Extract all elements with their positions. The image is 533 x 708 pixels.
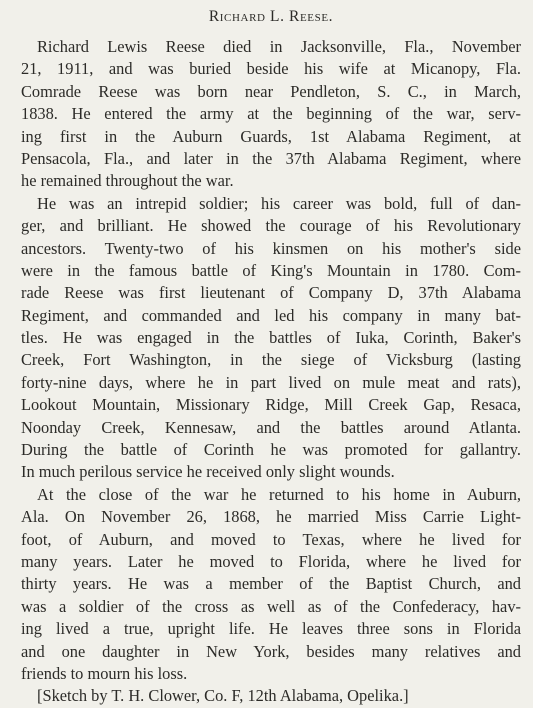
text-line: In much perilous service he received only slight wounds. <box>21 462 395 482</box>
text-line: was a soldier of the cross as well as of the Confederacy, hav- <box>21 596 521 616</box>
text-line: he remained throughout the war. <box>21 171 234 191</box>
text-line: At the close of the war he returned to his home in Auburn, <box>37 484 521 504</box>
text-line: 21, 1911, and was buried beside his wife at Micanopy, Fla. <box>21 59 521 79</box>
text-line: Richard Lewis Reese died in Jacksonville, Fla., November <box>37 37 521 56</box>
text-line: Pensacola, Fla., and later in the 37th Alabama Regiment, where <box>21 148 521 168</box>
paragraph <box>21 685 521 707</box>
article-title: Richard L. Reese. <box>208 8 334 25</box>
text-line: forty-nine days, where he in part lived on mule meat and rats), <box>21 372 521 392</box>
paragraph <box>21 36 521 193</box>
text-line: ing first in the Auburn Guards, 1st Alabama Regiment, at <box>21 126 521 146</box>
text-line: Ala. On November 26, 1868, he married Miss Carrie Light- <box>21 507 521 527</box>
text-line: were in the famous battle of King's Mountain in 1780. Com- <box>21 260 521 280</box>
text-line: rade Reese was first lieutenant of Company D, 37th Alabama <box>21 283 521 303</box>
text-line: ing lived a true, upright life. He leaves three sons in Florida <box>21 619 521 639</box>
text-line: Regiment, and commanded and led his company in many bat- <box>21 305 521 325</box>
text-line: Lookout Mountain, Missionary Ridge, Mill Creek Gap, Resaca, <box>21 395 521 415</box>
text-line: ancestors. Twenty-two of his kinsmen on his mother's side <box>21 238 521 258</box>
text-line: 1838. He entered the army at the beginning of the war, serv- <box>21 104 521 124</box>
text-line: tles. He was engaged in the battles of Iuka, Corinth, Baker's <box>21 328 521 348</box>
text-line: thirty years. He was a member of the Baptist Church, and <box>21 574 521 594</box>
article-body <box>21 36 521 708</box>
text-line: many years. Later he moved to Florida, where he lived for <box>21 551 521 571</box>
paragraph <box>21 484 521 686</box>
text-line: friends to mourn his loss. <box>21 663 188 683</box>
text-line: Noonday Creek, Kennesaw, and the battles around Atlanta. <box>21 417 521 437</box>
text-line: [Sketch by T. H. Clower, Co. F, 12th Alabama, Opelika.] <box>37 686 409 706</box>
paragraph <box>21 193 521 484</box>
text-line: He was an intrepid soldier; his career was bold, full of dan- <box>37 193 521 213</box>
text-line: foot, of Auburn, and moved to Texas, where he lived for <box>21 529 521 549</box>
text-line: Comrade Reese was born near Pendleton, S. C., in March, <box>21 81 521 101</box>
text-line: During the battle of Corinth he was promoted for gallantry. <box>21 440 521 460</box>
text-line: ger, and brilliant. He showed the courage of his Revolutionary <box>21 216 521 236</box>
text-line: Creek, Fort Washington, in the siege of Vicksburg (lasting <box>21 350 521 370</box>
text-line: and one daughter in New York, besides many relatives and <box>21 641 521 661</box>
